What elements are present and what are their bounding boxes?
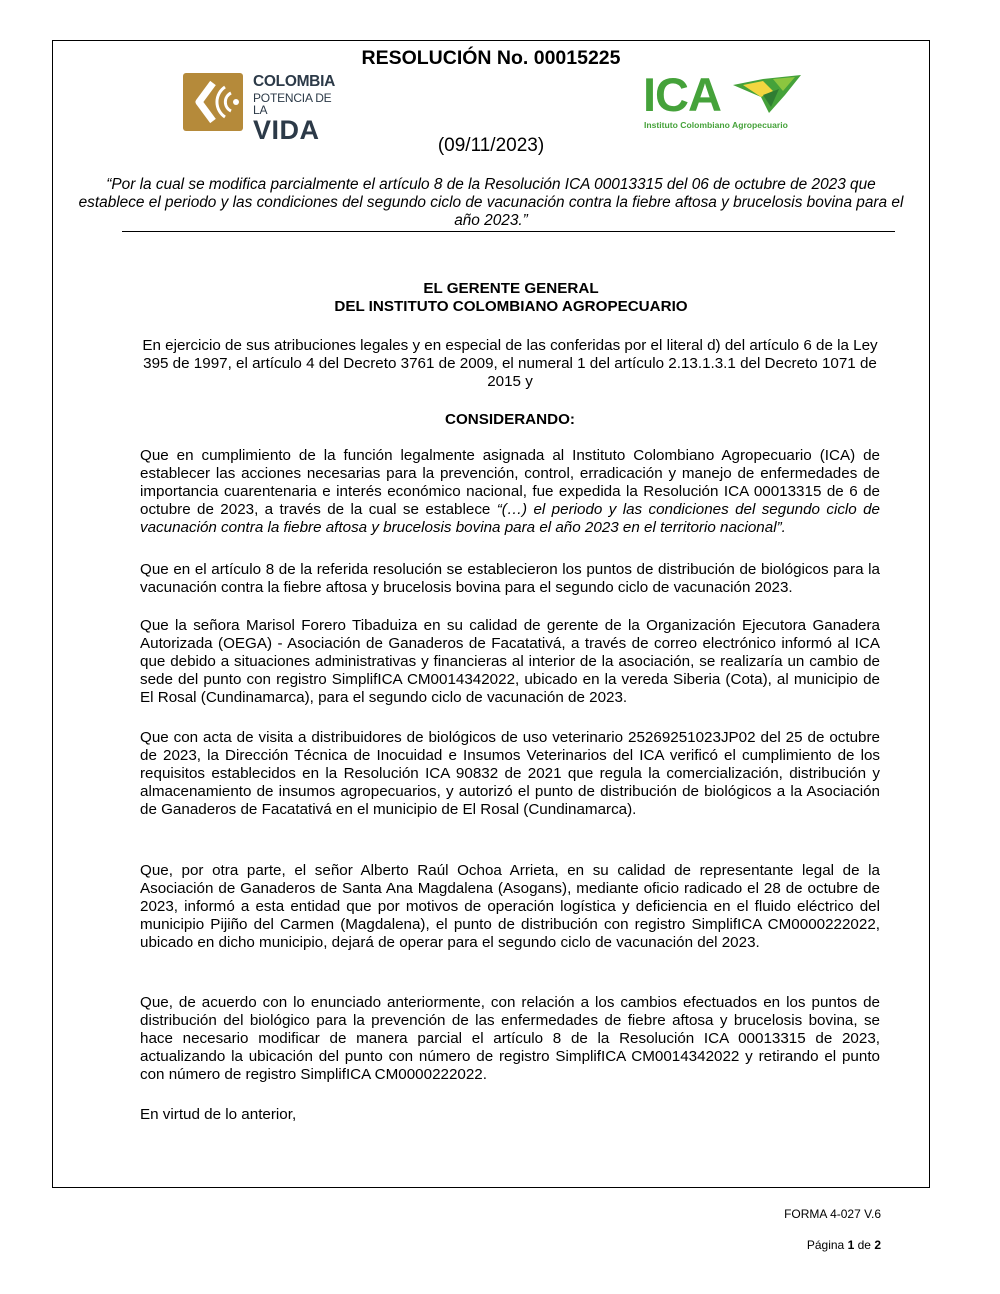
paragraph-4: Que con acta de visita a distribuidores de biológicos de uso veterinario 25269251023JP02 del 25 de octubre de 2023, la Dirección Técnica de Inocuidad e Insumos Veterinarios del ICA verificó el cumplimiento de los requisitos establecidos en la Resolución ICA 90832 de 2021 que regula la comercialización, distribución y almacenamiento de insumos agropecuarios, y autorizó el punto de distribución de biológicos a la Asociación de Ganaderos de Facatativá en el municipio de El Rosal (Cundinamarca). <box>140 729 880 818</box>
ica-logo-subtitle: Instituto Colombiano Agropecuario <box>644 120 788 130</box>
subtitle-divider <box>122 231 895 232</box>
page-label: Página <box>806 1238 845 1252</box>
logo-colombia-text: COLOMBIA <box>253 73 335 90</box>
ica-logo-text: ICA <box>643 68 721 121</box>
ica-logo-map-icon <box>733 75 801 115</box>
paragraph-2: Que en el artículo 8 de la referida resolución se establecieron los puntos de distribución de biológicos para la vacunación contra la fiebre aftosa y brucelosis bovina para el segundo ciclo de vacunación 2023. <box>140 561 880 596</box>
paragraph-5: Que, por otra parte, el señor Alberto Raúl Ochoa Arrieta, en su calidad de representante legal de la Asociación de Ganaderos de Santa Ana Magdalena (Asogans), mediante oficio radicado el 28 de octubre de 2023, informó a esta entidad que por motivos de operación logística y deficiencia en el fluido eléctrico del municipio Pijiño del Carmen (Magdalena), el punto de distribución con registro SimplifICA CM0000222022, ubicado en dicho municipio, dejará de operar para el segundo ciclo de vacunación del 2023. <box>140 862 880 951</box>
authority-line-1: EL GERENTE GENERAL <box>423 280 599 297</box>
resolution-title: RESOLUCIÓN No. 00015225 <box>361 47 621 69</box>
logo-potencia-text: POTENCIA DE LA <box>253 90 332 117</box>
authority-line-2: DEL INSTITUTO COLOMBIANO AGROPECUARIO <box>334 298 688 315</box>
intro-paragraph: En ejercicio de sus atribuciones legales y en especial de las conferidas por el literal d) del artículo 6 de la Ley 395 de 1997, el artículo 4 del Decreto 3761 de 2009, el numeral 1 del artículo 2.13.1.3.1 del Decreto 1071 de 2015 y <box>142 337 878 390</box>
form-code: FORMA 4-027 V.6 <box>784 1207 881 1221</box>
colombia-potencia-logo <box>183 73 343 145</box>
page-current: 1 <box>847 1238 855 1252</box>
paragraph-1 <box>140 447 880 537</box>
paragraph-1-text: Que en cumplimiento de la función legalmente asignada al Instituto Colombiano Agropecuario (ICA) de establecer las acciones necesarias para la prevención, control, erradicación y manejo de enfermedades de importancia cuarentenaria e interés económico nacional, fue expedida la Resolución ICA 00013315 de 6 de octubre de 2023, a través de la cual se establece <box>140 447 880 518</box>
authority-heading <box>0 280 1000 316</box>
resolution-subtitle: “Por la cual se modifica parcialmente el artículo 8 de la Resolución ICA 00013315 del 06 de octubre de 2023 que establece el periodo y las condiciones del segundo ciclo de vacunación contra la fiebre aftosa y brucelosis bovina para el año 2023.” <box>78 176 904 229</box>
page-indicator <box>807 1238 881 1252</box>
page-of: de <box>857 1238 871 1252</box>
logo-vida-text: VIDA <box>253 114 320 145</box>
paragraph-6: Que, de acuerdo con lo enunciado anteriormente, con relación a los cambios efectuados en los puntos de distribución del biológico para la prevención de las enfermedades de fiebre aftosa y brucelosis bovina, se hace necesario modificar de manera parcial el artículo 8 de la Resolución ICA 00013315 de 2023, actualizando la ubicación del punto con número de registro SimplifICA CM0014342022 y retirando el punto con número de registro SimplifICA CM0000222022. <box>140 994 880 1083</box>
page-total: 2 <box>874 1238 881 1252</box>
resolution-date: (09/11/2023) <box>437 135 545 156</box>
considerando-heading: CONSIDERANDO: <box>445 411 575 428</box>
paragraph-3: Que la señora Marisol Forero Tibaduiza en su calidad de gerente de la Organización Ejecutora Ganadera Autorizada (OEGA) - Asociación de Ganaderos de Facatativá, a través de correo electrónico informó al ICA que debido a situaciones administrativas y financieras al interior de la asociación, se realizaría un cambio de sede del punto con registro SimplifICA CM0014342022, ubicado en la vereda Siberia (Cota), al municipio de El Rosal (Cundinamarca), para el segundo ciclo de vacunación de 2023. <box>140 617 880 706</box>
paragraph-1-quote: “(…) el periodo y las condiciones del segundo ciclo de vacunación contra la fiebre aftosa y brucelosis bovina para el año 2023 en el territorio nacional”. <box>140 501 881 536</box>
colombia-logo-mark-icon <box>183 73 243 131</box>
paragraph-7: En virtud de lo anterior, <box>140 1106 297 1123</box>
ica-logo <box>643 68 803 131</box>
